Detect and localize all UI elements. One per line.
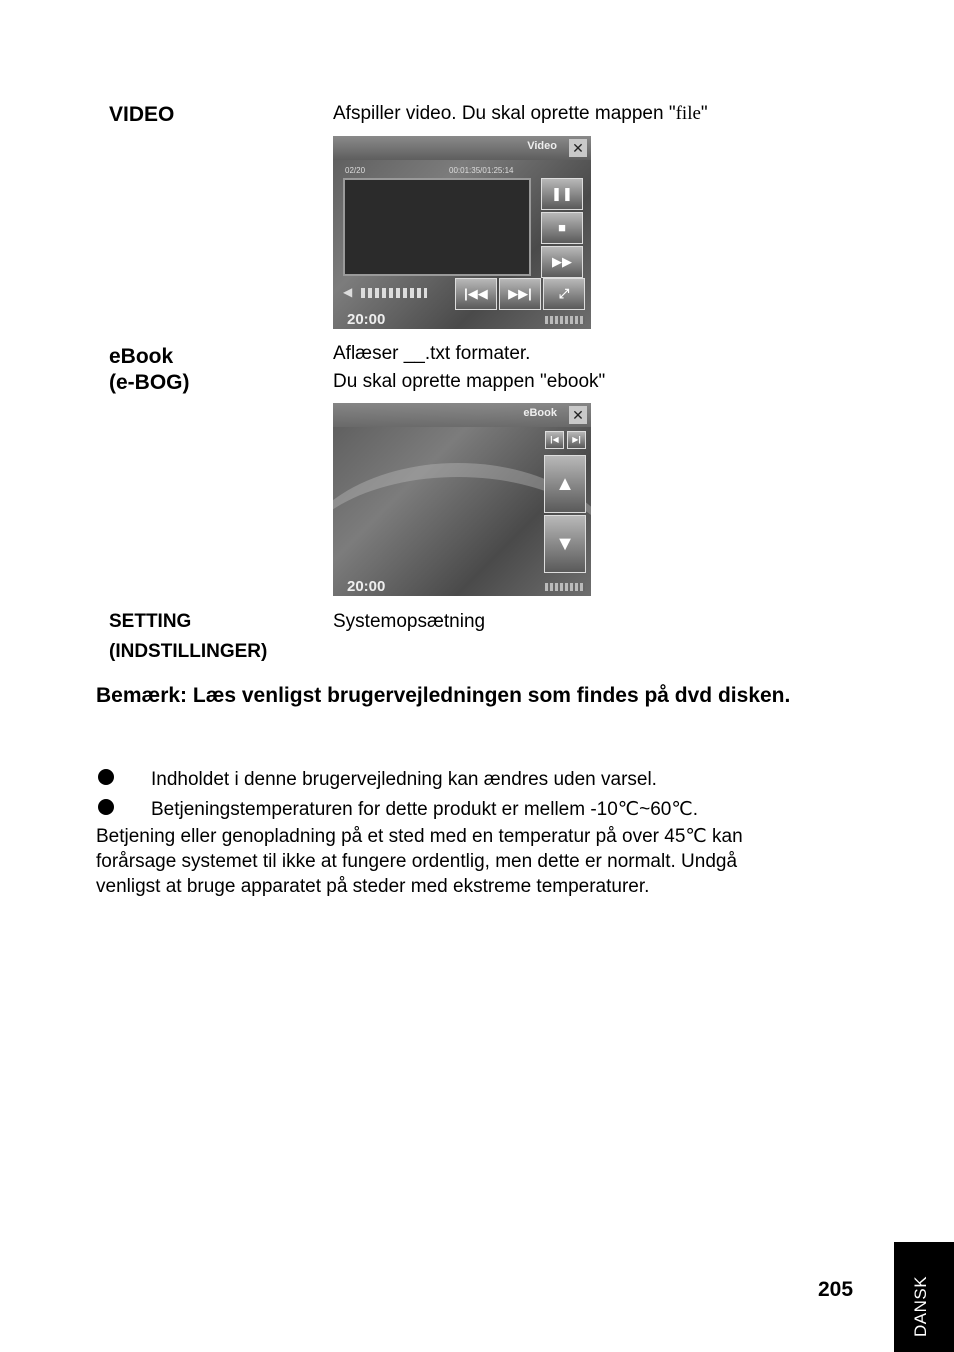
bullet-icon: [98, 769, 114, 785]
stop-icon: ■: [541, 212, 583, 244]
next-page-icon: ▶|: [567, 431, 586, 449]
video-clock: 20:00: [347, 311, 386, 328]
video-label: VIDEO: [109, 103, 175, 126]
bullet-item-1: Indholdet i denne brugervejledning kan ændres uden varsel.: [151, 769, 657, 790]
ebook-label: [109, 344, 190, 396]
battery-icon: [545, 583, 585, 591]
setting-description: Systemopsætning: [333, 611, 486, 632]
bullet-icon: [98, 799, 114, 815]
setting-label: [109, 607, 267, 667]
battery-icon: [545, 316, 585, 324]
previous-track-icon: |◀◀: [455, 278, 497, 310]
temperature-paragraph: [96, 824, 816, 899]
scroll-up-icon: ▲: [544, 455, 586, 513]
page-number: 205: [818, 1278, 854, 1301]
setting-label-line1: SETTING: [109, 611, 192, 632]
volume-bar: [361, 288, 427, 298]
video-description-text: Afspiller video. Du skal oprette mappen ": [333, 103, 676, 124]
previous-page-icon: |◀: [545, 431, 564, 449]
close-icon: ✕: [569, 406, 587, 424]
next-track-icon: ▶▶|: [499, 278, 541, 310]
paragraph-line-2: forårsage systemet til ikke at fungere ordentlig, men dette er normalt. Undgå: [96, 851, 738, 872]
pause-icon: ❚❚: [541, 178, 583, 210]
scroll-down-icon: ▼: [544, 515, 586, 573]
ebook-description: [333, 340, 605, 396]
language-tab-label: DANSK: [911, 1275, 930, 1337]
video-display-area: [343, 178, 531, 276]
close-icon: ✕: [569, 139, 587, 157]
fast-forward-icon: ▶▶: [541, 246, 583, 278]
language-tab: [894, 1242, 954, 1352]
ebook-clock: 20:00: [347, 578, 386, 595]
video-folder-name: file: [675, 103, 701, 124]
ebook-label-line2: (e-BOG): [109, 371, 190, 394]
ebook-label-line1: eBook: [109, 345, 174, 368]
paragraph-line-3: venligst at bruge apparatet på steder med ekstreme temperaturer.: [96, 876, 650, 897]
note-heading: Bemærk: Læs venligst brugervejledningen som findes på dvd disken.: [96, 684, 791, 707]
ebook-reader-screenshot: [333, 403, 591, 596]
speaker-icon: ◀: [343, 285, 353, 299]
paragraph-line-1: Betjening eller genopladning på et sted med en temperatur på over 45℃ kan: [96, 826, 743, 847]
video-player-screenshot: [333, 136, 591, 329]
bullet-item-2: Betjeningstemperaturen for dette produkt er mellem -10℃~60℃.: [151, 799, 698, 820]
setting-label-line2: (INDSTILLINGER): [109, 641, 268, 662]
ebook-window-title: eBook: [523, 407, 557, 419]
video-window-title: Video: [527, 140, 557, 152]
ebook-description-line1: Aflæser __.txt formater.: [333, 343, 531, 364]
video-file-counter: 02/20: [345, 166, 366, 175]
ebook-description-line2: Du skal oprette mappen "ebook": [333, 371, 606, 392]
fullscreen-icon: ⤢: [543, 278, 585, 310]
video-description: [333, 100, 708, 128]
video-timecode: 00:01:35/01:25:14: [449, 166, 514, 175]
video-description-end: ": [700, 103, 708, 124]
